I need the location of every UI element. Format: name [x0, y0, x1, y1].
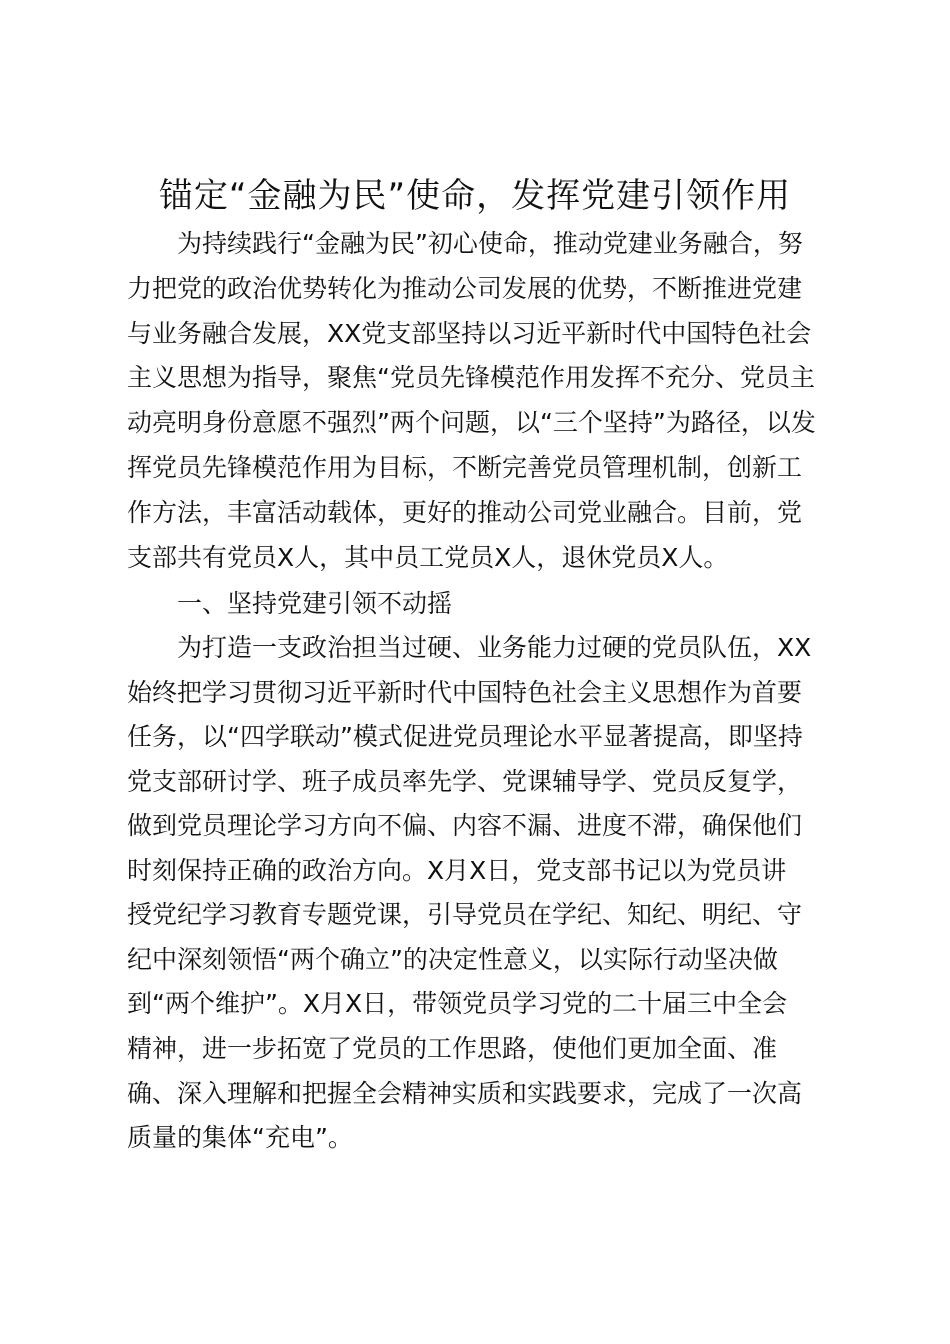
body-line: 始终把学习贯彻习近平新时代中国特色社会主义思想作为首要	[127, 678, 803, 707]
body-line: 时刻保持正确的政治方向。X月X日，党支部书记以为党员讲	[127, 856, 787, 885]
body-line: 支部共有党员X人，其中员工党员X人，退休党员X人。	[127, 543, 729, 572]
body-line: 与业务融合发展，XX党支部坚持以习近平新时代中国特色社会	[127, 319, 812, 348]
body-line: 主义思想为指导，聚焦“党员先锋模范作用发挥不充分、党员主	[127, 363, 815, 392]
body-line: 为打造一支政治担当过硬、业务能力过硬的党员队伍，XX	[177, 633, 812, 662]
document-title: 锚定“金融为民”使命，发挥党建引领作用	[158, 176, 792, 216]
body-line: 到“两个维护”。X月X日，带领党员学习党的二十届三中全会	[127, 989, 788, 1018]
body-line: 任务，以“四学联动”模式促进党员理论水平显著提高，即坚持	[127, 722, 803, 751]
body-line: 授党纪学习教育专题党课，引导党员在学纪、知纪、明纪、守	[127, 900, 803, 929]
body-line: 为持续践行“金融为民”初心使命，推动党建业务融合，努	[177, 229, 803, 258]
body-line: 纪中深刻领悟“两个确立”的决定性意义，以实际行动坚决做	[127, 945, 778, 974]
body-line: 党支部研讨学、班子成员率先学、党课辅导学、党员反复学，	[127, 767, 803, 796]
body-line: 确、深入理解和把握全会精神实质和实践要求，完成了一次高	[127, 1079, 803, 1108]
body-line: 作方法，丰富活动载体，更好的推动公司党业融合。目前，党	[127, 498, 803, 527]
body-line: 做到党员理论学习方向不偏、内容不漏、进度不滞，确保他们	[127, 811, 803, 840]
body-line: 力把党的政治优势转化为推动公司发展的优势，不断推进党建	[127, 274, 803, 303]
body-line: 质量的集体“充电”。	[127, 1123, 353, 1152]
body-line: 挥党员先锋模范作用为目标，不断完善党员管理机制，创新工	[127, 453, 803, 482]
body-line: 动亮明身份意愿不强烈”两个问题，以“三个坚持”为路径，以发	[127, 408, 816, 437]
section-heading: 一、坚持党建引领不动摇	[177, 589, 453, 618]
body-line: 精神，进一步拓宽了党员的工作思路，使他们更加全面、准	[127, 1034, 778, 1063]
